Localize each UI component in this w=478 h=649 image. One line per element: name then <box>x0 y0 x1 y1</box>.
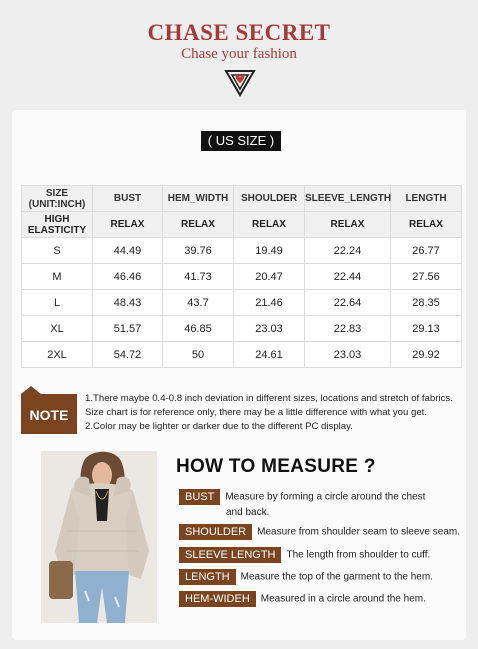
brand-name: CHASE SECRET <box>147 20 331 45</box>
table-cell: 19.49 <box>234 238 305 264</box>
table-row <box>22 342 462 368</box>
table-cell: 24.61 <box>234 342 305 368</box>
measure-label: BUST <box>179 489 220 505</box>
elasticity-value: RELAX <box>305 212 391 238</box>
table-header-cell: HEM_WIDTH <box>163 186 234 212</box>
table-cell: 50 <box>163 342 234 368</box>
table-cell: 39.76 <box>163 238 234 264</box>
measure-desc: Measure the top of the garment to the hem. <box>240 571 433 583</box>
table-cell: L <box>22 290 93 316</box>
table-row <box>22 316 462 342</box>
measure-item-sleeve-length <box>179 547 430 563</box>
note-corner-decoration <box>21 386 41 394</box>
elasticity-value: RELAX <box>93 212 163 238</box>
table-cell: 48.43 <box>93 290 163 316</box>
table-cell: 23.03 <box>234 316 305 342</box>
note-line: 2.Color may be lighter or darker due to the different PC display. <box>85 421 353 432</box>
table-cell: XL <box>22 316 93 342</box>
table-header-cell: SLEEVE_LENGTH <box>305 186 391 212</box>
table-cell: 46.46 <box>93 264 163 290</box>
table-row <box>22 264 462 290</box>
note-badge <box>21 394 77 434</box>
note-text <box>85 392 475 434</box>
table-row <box>22 290 462 316</box>
measure-item-shoulder <box>179 524 460 540</box>
table-cell: 20.47 <box>234 264 305 290</box>
table-cell: 26.77 <box>391 238 462 264</box>
table-cell: 51.57 <box>93 316 163 342</box>
table-cell: 22.44 <box>305 264 391 290</box>
measure-desc: The length from shoulder to cuff. <box>286 549 431 561</box>
measure-desc: Measure from shoulder seam to sleeve seam. <box>257 526 460 538</box>
table-cell: 2XL <box>22 342 93 368</box>
table-row <box>22 238 462 264</box>
table-cell: 29.92 <box>391 342 462 368</box>
table-cell: S <box>22 238 93 264</box>
table-header-cell: SIZE (UNIT:INCH) <box>22 186 93 212</box>
measure-item-length <box>179 569 433 585</box>
how-to-measure-title: HOW TO MEASURE ? <box>176 456 376 477</box>
table-cell: 23.03 <box>305 342 391 368</box>
measure-label: SLEEVE LENGTH <box>179 547 281 563</box>
table-cell: 44.49 <box>93 238 163 264</box>
table-header-cell: LENGTH <box>391 186 462 212</box>
brand-slogan: Chase your fashion <box>181 46 297 62</box>
measure-desc-continued: and back. <box>226 507 270 518</box>
table-cell: 29.13 <box>391 316 462 342</box>
table-cell: 41.73 <box>163 264 234 290</box>
table-cell: 22.64 <box>305 290 391 316</box>
table-cell: 22.83 <box>305 316 391 342</box>
note-line: 1.There maybe 0.4-0.8 inch deviation in different sizes, locations and stretch of fabrics. <box>85 393 453 404</box>
us-size-badge: ( US SIZE ) <box>201 131 281 151</box>
measure-desc: Measure by forming a circle around the chest <box>225 491 426 503</box>
table-cell: 54.72 <box>93 342 163 368</box>
header <box>0 0 478 110</box>
table-header-cell: SHOULDER <box>234 186 305 212</box>
brand-logo-icon <box>224 67 256 97</box>
table-cell: 43.7 <box>163 290 234 316</box>
table-cell: 22.24 <box>305 238 391 264</box>
elasticity-row <box>22 212 462 238</box>
table-header-row <box>22 186 462 212</box>
size-chart-table <box>21 185 462 368</box>
note-line: Size chart is for reference only, there may be a little difference with what you get. <box>85 407 427 418</box>
measure-item-hem-width <box>179 591 426 607</box>
note-label: NOTE <box>29 407 69 423</box>
model-photo <box>41 451 157 623</box>
table-cell: 28.35 <box>391 290 462 316</box>
measure-item-bust <box>179 489 425 505</box>
measure-label: SHOULDER <box>179 524 252 540</box>
elasticity-value: RELAX <box>163 212 234 238</box>
table-header-cell: BUST <box>93 186 163 212</box>
table-cell: 27.56 <box>391 264 462 290</box>
elasticity-label: HIGH ELASTICITY <box>22 212 93 238</box>
measure-label: LENGTH <box>179 569 236 585</box>
elasticity-value: RELAX <box>391 212 462 238</box>
table-cell: M <box>22 264 93 290</box>
measure-label: HEM-WIDEH <box>179 591 256 607</box>
measure-desc: Measured in a circle around the hem. <box>260 593 426 605</box>
table-cell: 21.46 <box>234 290 305 316</box>
table-cell: 46.85 <box>163 316 234 342</box>
elasticity-value: RELAX <box>234 212 305 238</box>
